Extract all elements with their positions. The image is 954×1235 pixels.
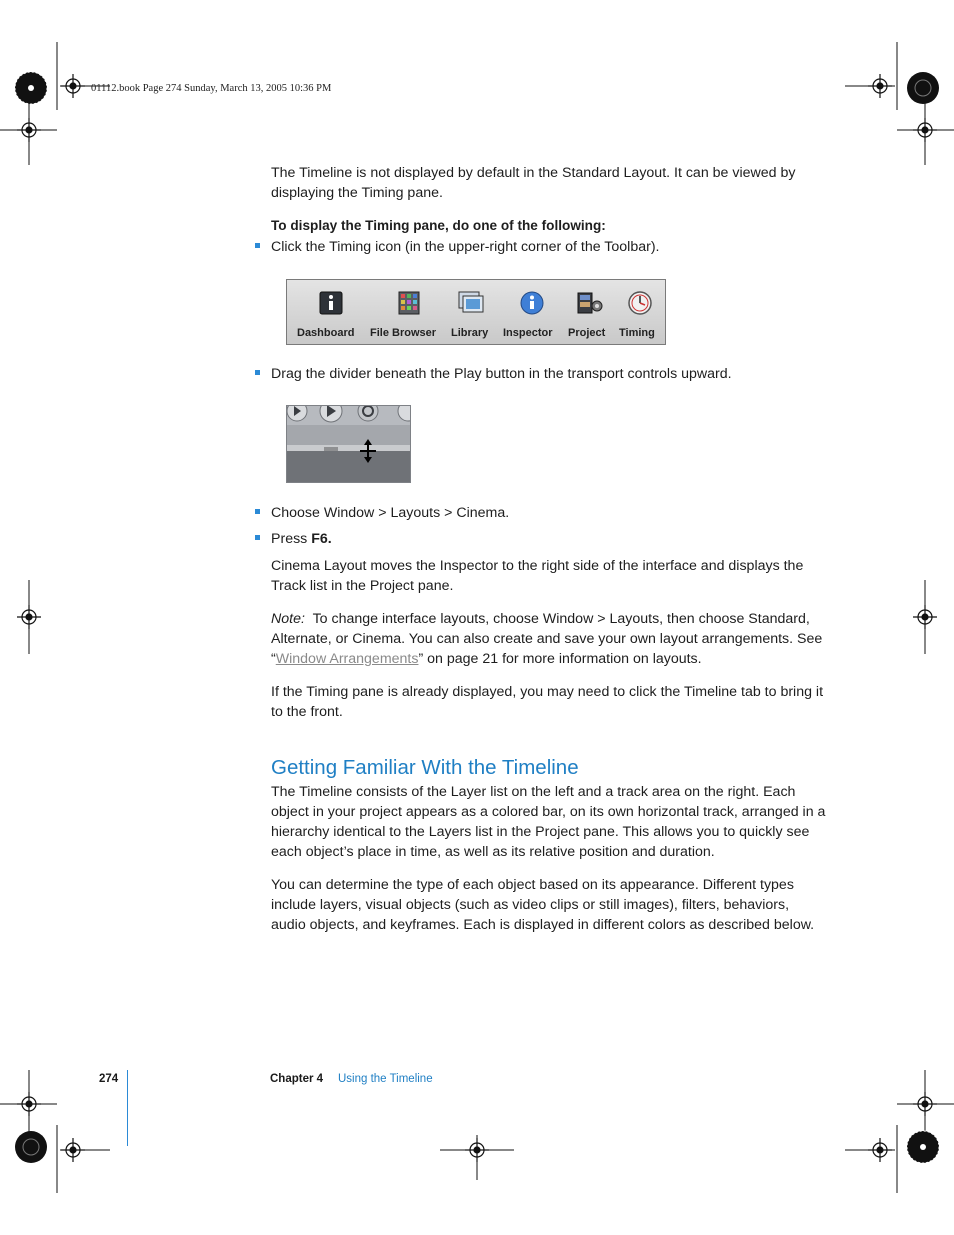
cinema-layout-paragraph: Cinema Layout moves the Inspector to the right side of the interface and displays the Track list in the Project pane.: [271, 558, 804, 594]
note-text: To change interface layouts, choose Window > Layouts, then choose Standard, Alternate, or Cinema. You can also create and save your own layout arrangements. See “: [271, 611, 823, 667]
project-icon: [576, 290, 604, 321]
bullet-marker: [255, 535, 260, 540]
chapter-label: Chapter 4: [270, 1073, 324, 1085]
bullet-item-press-f6: [271, 529, 332, 549]
timeline-description-paragraph: The Timeline consists of the Layer list on the left and a track area on the right. Each object in your project appears as a colored bar, on its own horizontal track, arranged in a hierarchy identical to the Layers list in the Project pane. This allows you to quickly see each object’s place in time, as well as its relative position and duration.: [271, 784, 826, 860]
timing-pane-paragraph: If the Timing pane is already displayed, you may need to click the Timeline tab to bring it to the front.: [271, 684, 824, 720]
toolbar-label: File Browser: [370, 327, 437, 339]
toolbar-label: Project: [568, 327, 606, 339]
library-icon: [458, 290, 486, 321]
note-label: Note:: [271, 611, 305, 627]
toolbar-label: Library: [451, 327, 489, 339]
intro-paragraph: The Timeline is not displayed by default in the Standard Layout. It can be viewed by displaying the Timing pane.: [271, 165, 796, 201]
bullet-text: Press: [271, 531, 312, 547]
bullet-marker: [255, 509, 260, 514]
dashboard-icon: [319, 290, 343, 321]
inspector-icon: [519, 290, 545, 321]
note-paragraph: [271, 609, 824, 669]
toolbar-label: Timing: [619, 327, 655, 339]
toolbar-figure: [286, 279, 666, 345]
bullet-item-timing-icon: Click the Timing icon (in the upper-right corner of the Toolbar).: [271, 239, 660, 255]
transport-controls-figure: [286, 405, 411, 483]
timing-icon: [627, 290, 653, 321]
window-arrangements-link[interactable]: Window Arrangements: [275, 651, 419, 667]
page-number: 274: [99, 1073, 119, 1085]
chapter-title: Using the Timeline: [338, 1073, 433, 1085]
file-browser-icon: [397, 290, 421, 321]
key-f6: F6.: [311, 531, 332, 547]
toolbar-label: Dashboard: [297, 327, 355, 339]
note-text-end: ” on page 21 for more information on layouts.: [418, 651, 702, 667]
toolbar-label: Inspector: [503, 327, 553, 339]
section-heading: Getting Familiar With the Timeline: [271, 756, 579, 779]
procedure-heading: To display the Timing pane, do one of the following:: [271, 218, 606, 233]
bullet-marker: [255, 243, 260, 248]
footer-divider: [127, 1070, 128, 1146]
object-types-paragraph: You can determine the type of each object based on its appearance. Different types include layers, visual objects (such as video clips or still images), filters, behaviors, audio objects, and keyframes. Each is displayed in different colors as described below.: [271, 877, 815, 933]
bullet-item-drag-divider: Drag the divider beneath the Play button in the transport controls upward.: [271, 366, 732, 382]
bullet-item-choose-window: Choose Window > Layouts > Cinema.: [271, 505, 510, 521]
print-header-stamp: 01112.book Page 274 Sunday, March 13, 2005 10:36 PM: [91, 83, 332, 94]
bullet-marker: [255, 370, 260, 375]
